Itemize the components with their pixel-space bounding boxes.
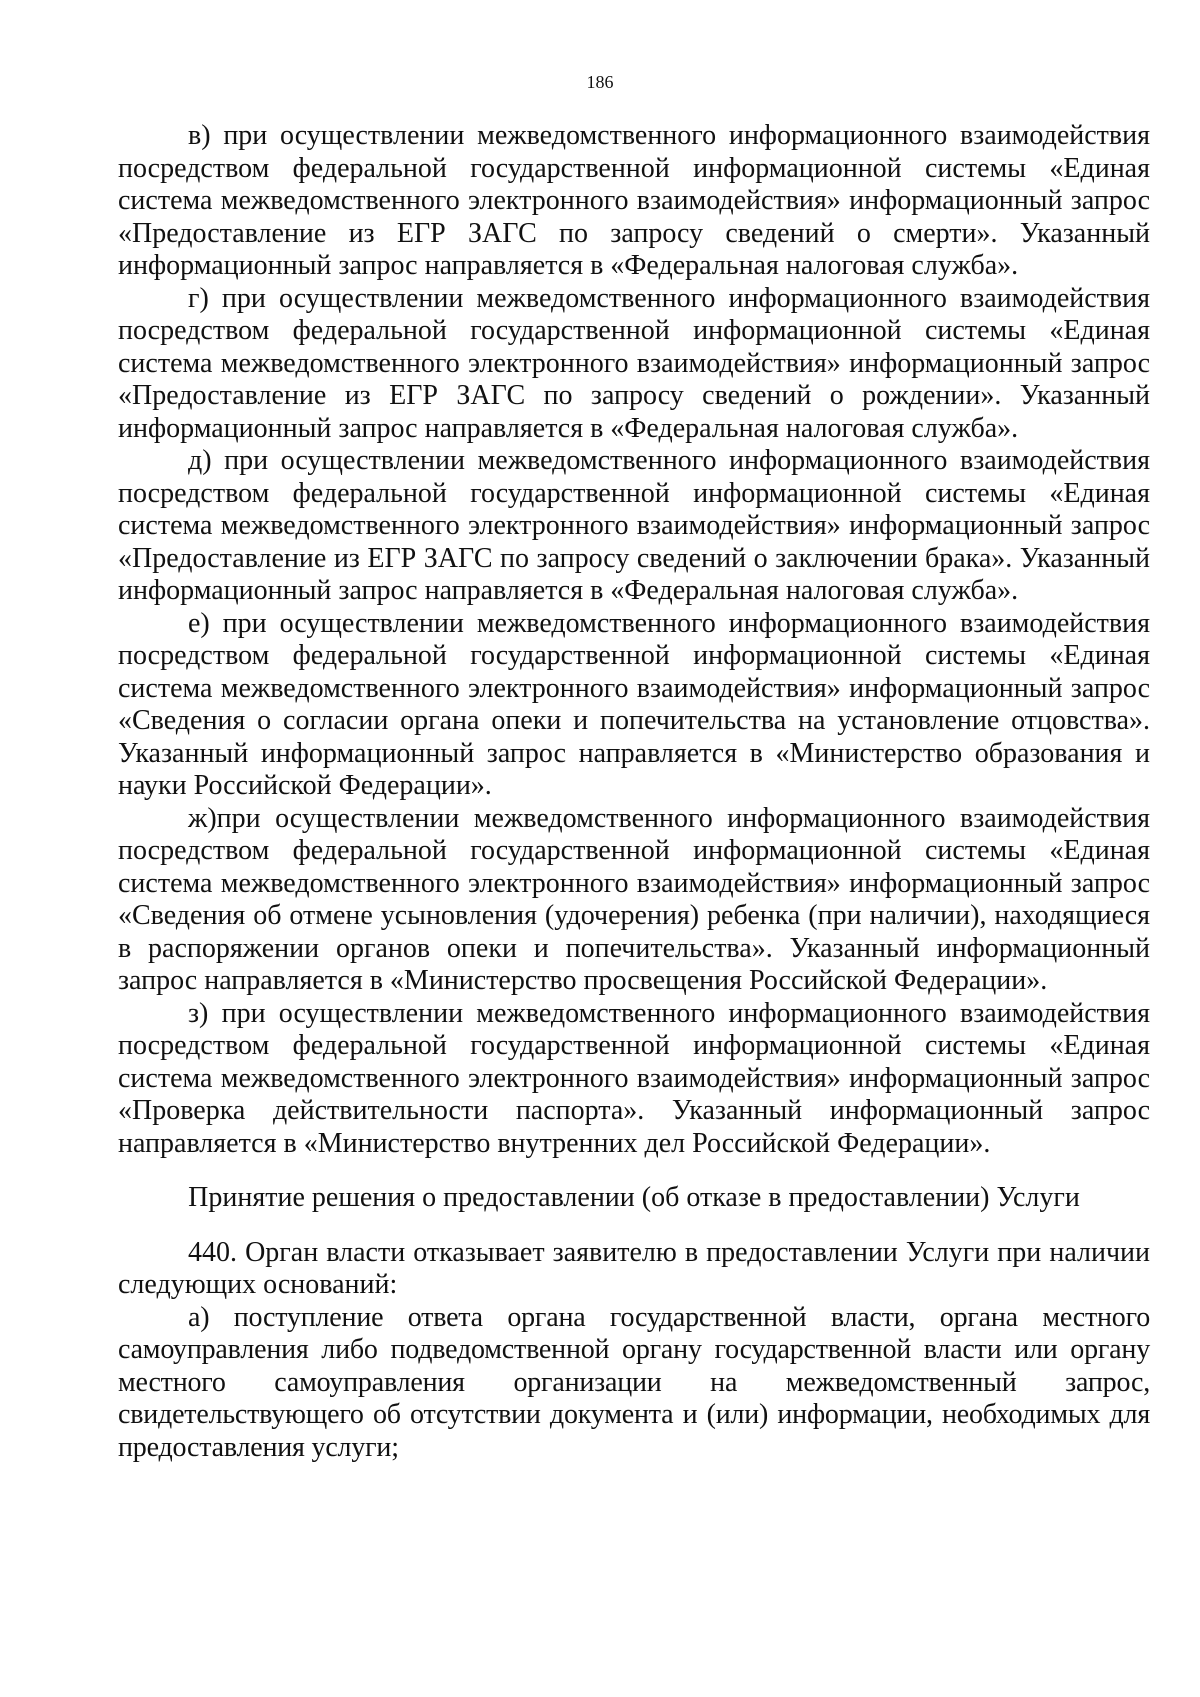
paragraph-440: 440. Орган власти отказывает заявителю в предоставлении Услуги при наличии следующих оснований: (118, 1236, 1150, 1300)
paragraph-d: д) при осуществлении межведомственного информационного взаимодействия посредством федеральной государственной информационной системы «Единая система межведомственного электронного взаимодействия» информационный запрос «Предоставление из ЕГР ЗАГС по запросу сведений о заключении брака». Указанный информационный запрос направляется в «Федеральная налоговая служба». (118, 445, 1150, 606)
paragraph-a: а) поступление ответа органа государственной власти, органа местного самоуправления либо подведомственной органу государственной власти или органу местного самоуправления организации на межведомственный запрос, свидетельствующего об отсутствии документа и (или) информации, необходимых для предоставления услуги; (118, 1301, 1150, 1463)
section-heading: Принятие решения о предоставлении (об отказе в предоставлении) Услуги (188, 1182, 1080, 1213)
paragraph-g: г) при осуществлении межведомственного информационного взаимодействия посредством федеральной государственной информационной системы «Единая система межведомственного электронного взаимодействия» информационный запрос «Предоставление из ЕГР ЗАГС по запросу сведений о рождении». Указанный информационный запрос направляется в «Федеральная налоговая служба». (118, 282, 1150, 444)
paragraph-v: в) при осуществлении межведомственного информационного взаимодействия посредством федеральной государственной информационной системы «Единая система межведомственного электронного взаимодействия» информационный запрос «Предоставление из ЕГР ЗАГС по запросу сведений о смерти». Указанный информационный запрос направляется в «Федеральная налоговая служба». (118, 120, 1150, 281)
document-body (118, 120, 1150, 1464)
paragraph-e: е) при осуществлении межведомственного информационного взаимодействия посредством федеральной государственной информационной системы «Единая система межведомственного электронного взаимодействия» информационный запрос «Сведения о согласии органа опеки и попечительства на установление отцовства». Указанный информационный запрос направляется в «Министерство образования и науки Российской Федерации». (118, 607, 1150, 801)
page-number: 186 (586, 72, 614, 92)
paragraph-zh: ж)при осуществлении межведомственного информационного взаимодействия посредством федеральной государственной информационной системы «Единая система межведомственного электронного взаимодействия» информационный запрос «Сведения об отмене усыновления (удочерения) ребенка (при наличии), находящиеся в распоряжении органов опеки и попечительства». Указанный информационный запрос направляется в «Министерство просвещения Российской Федерации». (118, 802, 1150, 996)
paragraph-z: з) при осуществлении межведомственного информационного взаимодействия посредством федеральной государственной информационной системы «Единая система межведомственного электронного взаимодействия» информационный запрос «Проверка действительности паспорта». Указанный информационный запрос направляется в «Министерство внутренних дел Российской Федерации». (118, 997, 1150, 1159)
